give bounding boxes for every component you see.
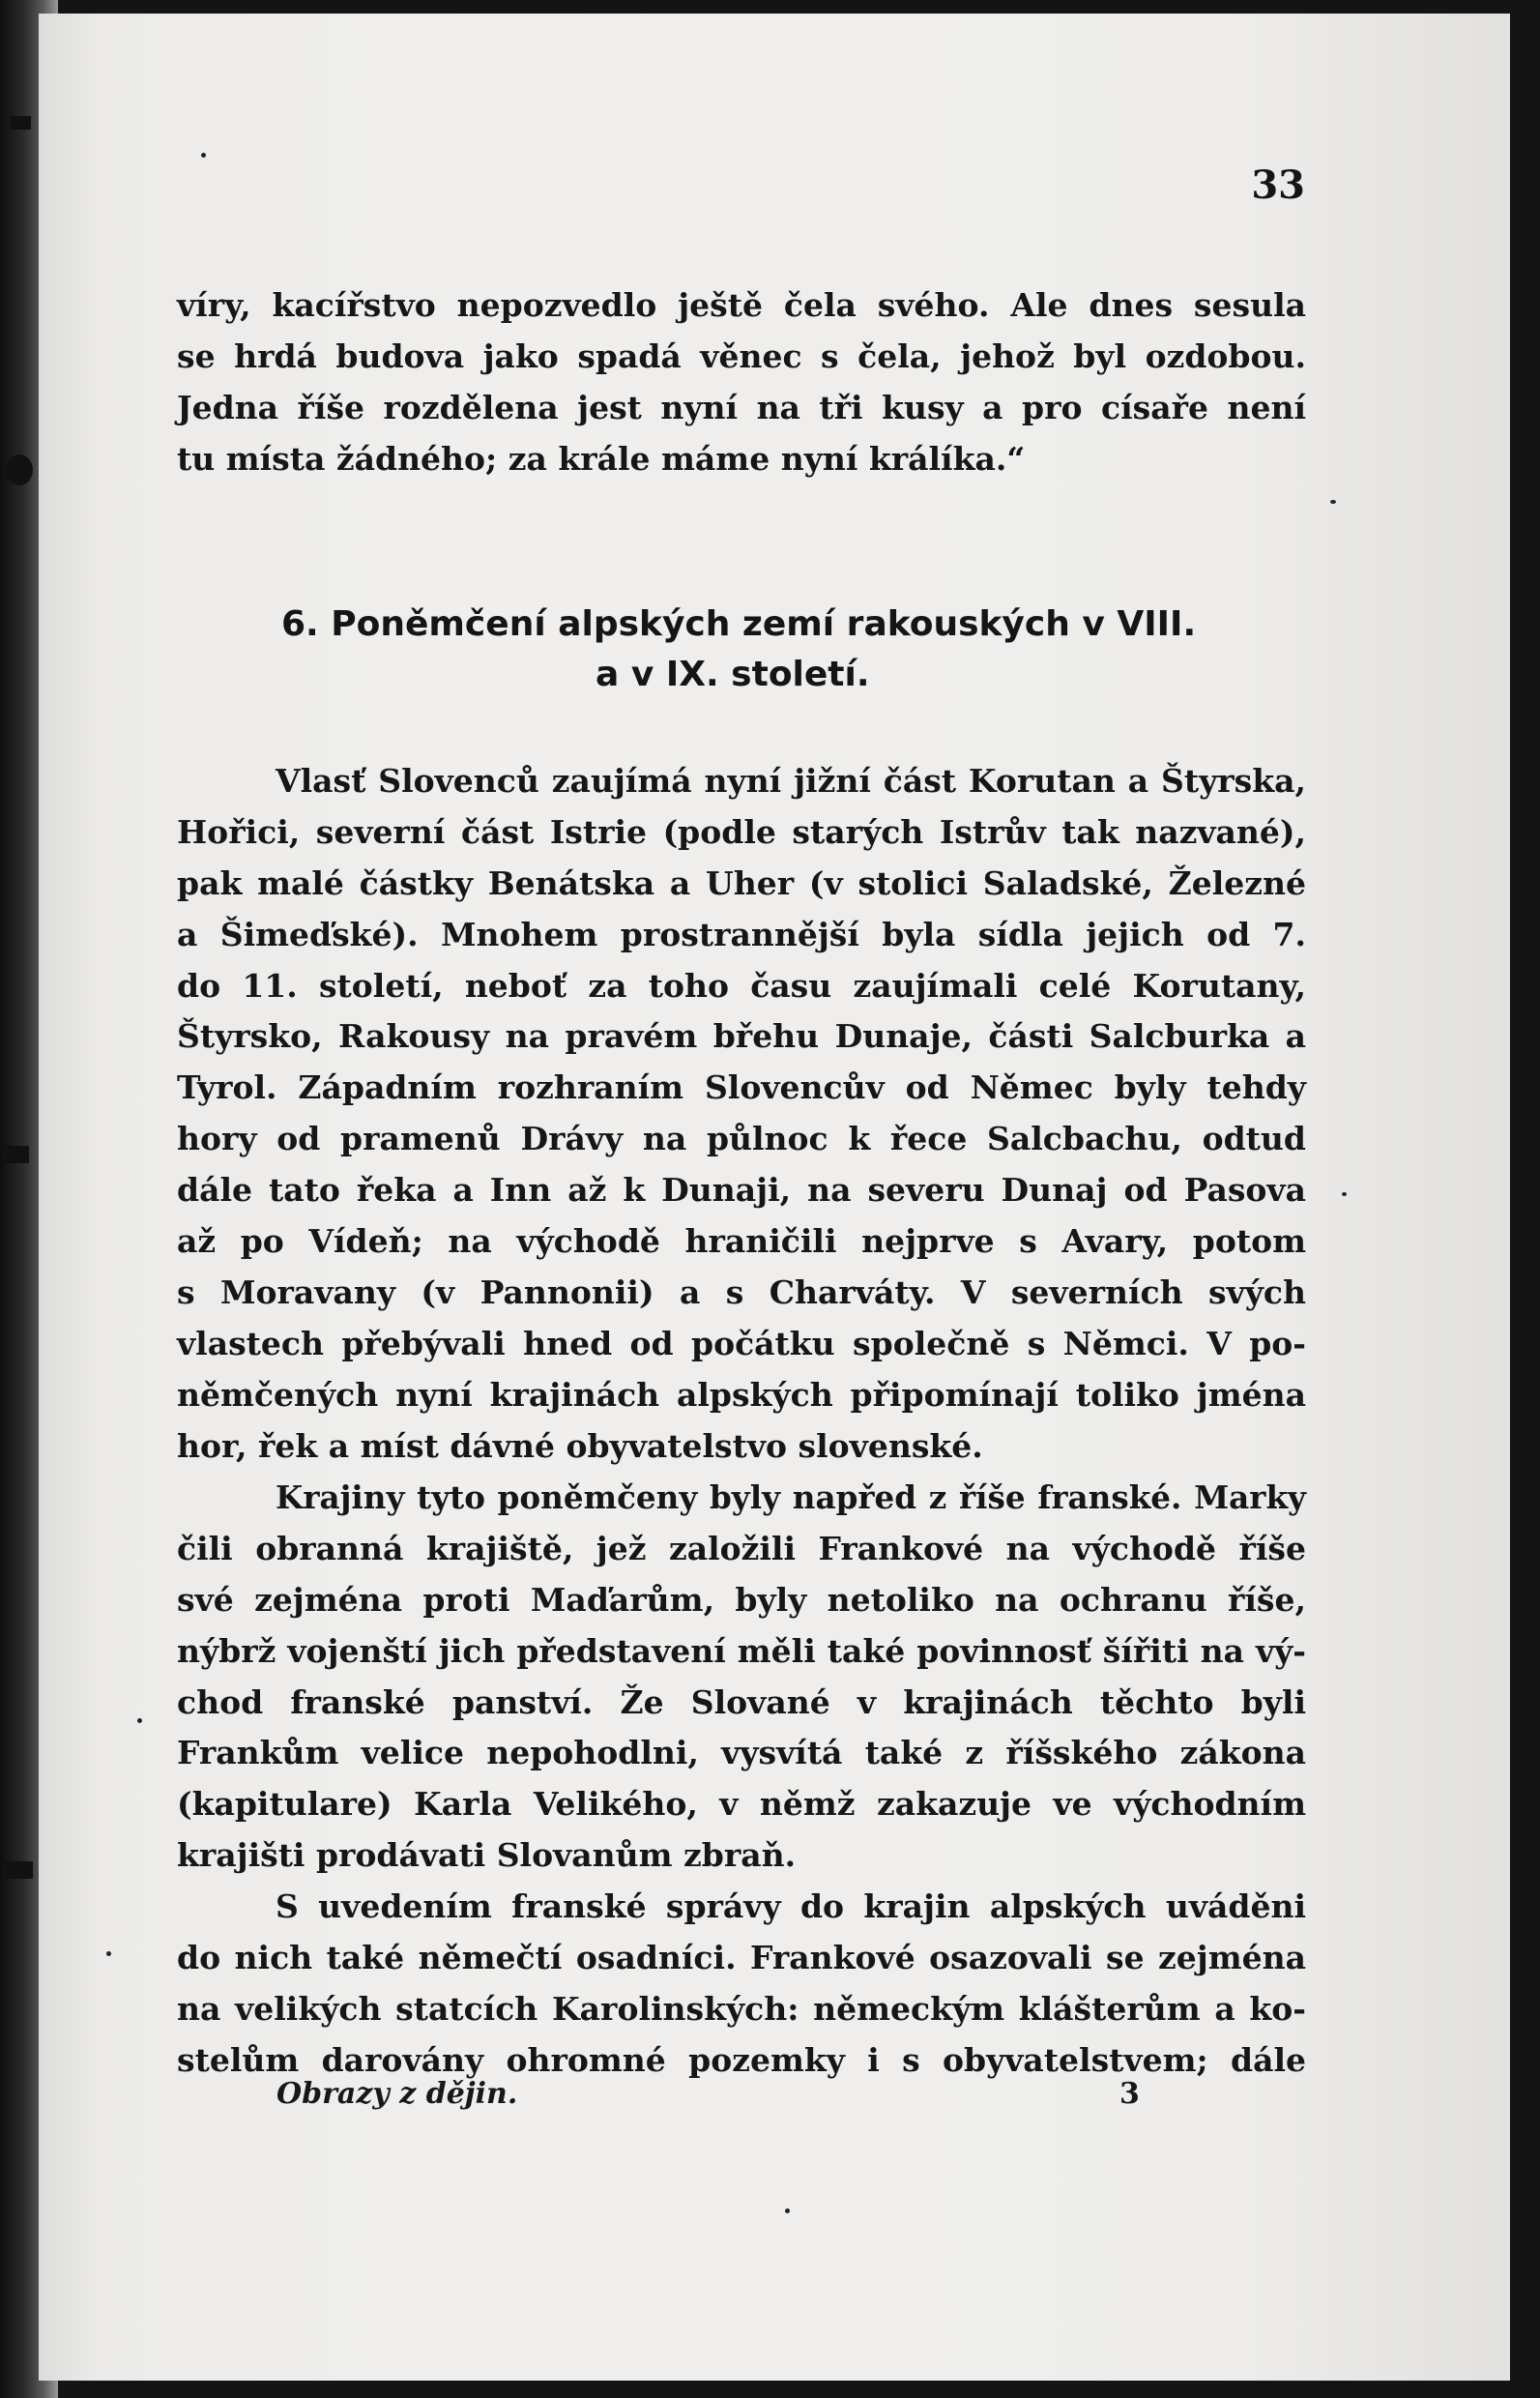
paragraph-3 [177, 1473, 1306, 1882]
text-line: hor, řek a míst dávné obyvatelstvo slovenské. [177, 1426, 983, 1465]
scan-speck [201, 153, 206, 158]
section-heading [177, 600, 1306, 700]
text-line: Hořici, severní část Istrie (podle starých Istrův tak nazvané), [177, 812, 1306, 851]
text-line: víry, kacířstvo nepozvedlo ještě čela svého. Ale dnes sesula [177, 286, 1306, 324]
text-line: tu místa žádného; za krále máme nyní králíka.“ [177, 439, 1026, 478]
spine-mark [10, 116, 31, 130]
text-line: stelům darovány ohromné pozemky i s obyvatelstvem; dále [177, 2040, 1306, 2079]
scan-speck [137, 1718, 142, 1723]
text-line: se hrdá budova jako spadá věnec s čela, jehož byl ozdobou. [177, 336, 1306, 375]
footer-book-title: Obrazy z dějin. [276, 2077, 518, 2111]
page-footer [177, 2077, 1306, 2125]
heading-line-1: 6. Poněmčení alpských zemí rakouských v VIII. [281, 604, 1197, 644]
spine-mark [6, 454, 33, 485]
paragraph-2 [177, 756, 1306, 1472]
page-number: 33 [1251, 162, 1305, 208]
text-line: do nich také němečtí osadníci. Frankové osazovali se zejména [177, 1938, 1306, 1976]
text-line: (kapitulare) Karla Velikého, v němž zakazuje ve východním [177, 1785, 1306, 1824]
text-line: až po Vídeň; na východě hraničili nejprve s Avary, potom [177, 1222, 1306, 1261]
text-line: S uvedením franské správy do krajin alpských uváděni [276, 1887, 1306, 1925]
text-line: nýbrž vojenští jich představení měli také povinnosť šířiti na vý- [177, 1631, 1306, 1670]
text-line: krajišti prodávati Slovanům zbraň. [177, 1836, 797, 1875]
text-line: vlastech přebývali hned od počátku společně s Němci. V po- [177, 1324, 1306, 1362]
scan-speck [106, 1951, 111, 1956]
spine-mark [4, 1146, 29, 1163]
scan-speck [785, 2208, 790, 2213]
text-line: na velikých statcích Karolinských: německým klášterům a ko- [177, 1989, 1306, 2028]
text-line: němčených nyní krajinách alpských připomínají toliko jména [177, 1375, 1306, 1414]
footer-signature-mark: 3 [1119, 2077, 1140, 2111]
scan-speck [1342, 1192, 1347, 1196]
paragraph-1 [177, 280, 1306, 485]
text-line: chod franské panství. Že Slované v krajinách těchto byli [177, 1682, 1306, 1721]
text-line: Vlasť Slovenců zaujímá nyní jižní část Korutan a Štyrska, [276, 762, 1306, 800]
text-line: své zejména proti Maďarům, byly netoliko na ochranu říše, [177, 1580, 1306, 1619]
text-line: pak malé částky Benátska a Uher (v stolici Saladské, Železné [177, 863, 1306, 902]
text-line: hory od pramenů Drávy na půlnoc k řece Salcbachu, odtud [177, 1120, 1306, 1158]
scan-speck [1330, 500, 1336, 504]
paragraph-4 [177, 1882, 1306, 2087]
text-line: Jedna říše rozdělena jest nyní na tři kusy a pro císaře není [177, 388, 1306, 426]
text-line: Štyrsko, Rakousy na pravém břehu Dunaje, části Salcburka a [177, 1017, 1306, 1056]
heading-line-2: a v IX. století. [596, 655, 870, 694]
text-line: čili obranná krajiště, jež založili Frankové na východě říše [177, 1529, 1306, 1567]
text-line: Krajiny tyto poněmčeny byly napřed z říše franské. Marky [276, 1478, 1306, 1516]
text-line: do 11. století, neboť za toho času zaujímali celé Korutany, [177, 966, 1306, 1005]
text-line: a Šimeďské). Mnohem prostrannější byla sídla jejich od 7. [177, 915, 1306, 953]
text-line: dále tato řeka a Inn až k Dunaji, na severu Dunaj od Pasova [177, 1171, 1306, 1210]
text-line: Frankům velice nepohodlni, vysvítá také z říšského zákona [177, 1734, 1306, 1772]
text-line: Tyrol. Západním rozhraním Slovencův od Němec byly tehdy [177, 1068, 1306, 1107]
text-line: s Moravany (v Pannonii) a s Charváty. V severních svých [177, 1272, 1306, 1311]
spine-mark [4, 1861, 33, 1879]
